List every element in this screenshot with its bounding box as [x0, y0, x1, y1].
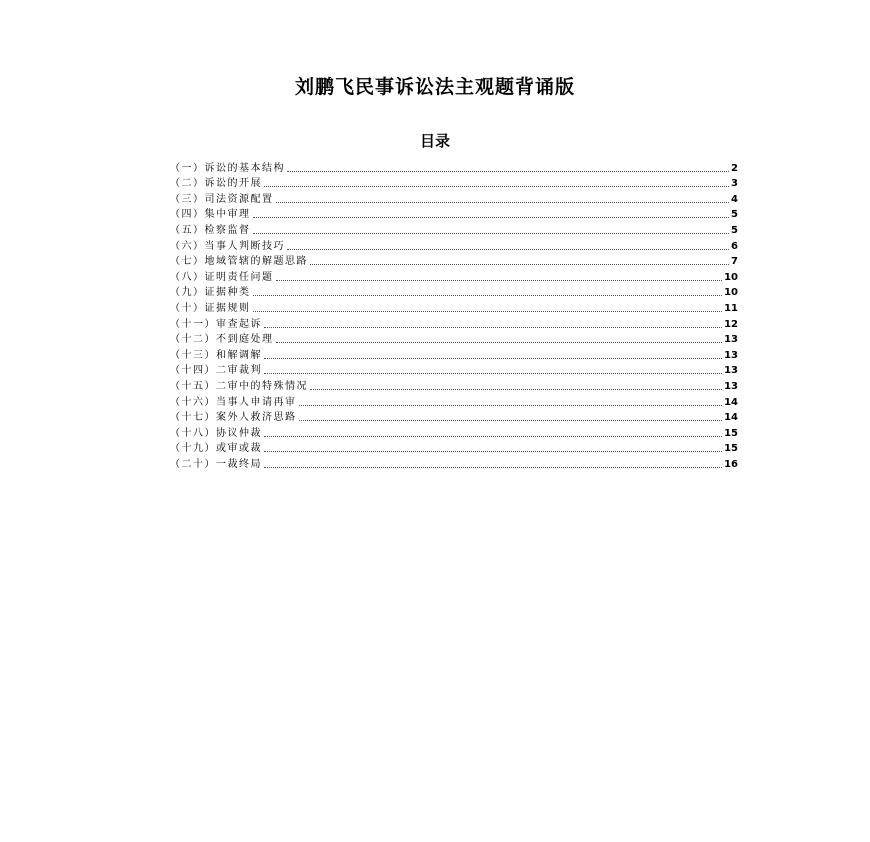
toc-entry-label: （十四）二审裁判: [170, 365, 262, 377]
toc-entry[interactable]: [170, 190, 738, 206]
toc-entry[interactable]: [170, 284, 738, 300]
toc-entry[interactable]: [170, 315, 738, 331]
toc-entry-page-number: 14: [724, 412, 738, 424]
toc-entry-page-number: 13: [724, 365, 738, 377]
toc-entry-label: （三）司法资源配置: [170, 193, 274, 205]
toc-entry[interactable]: [170, 362, 738, 378]
toc-dot-leader: [264, 186, 729, 187]
toc-dot-leader: [253, 233, 730, 234]
toc-entry-page-number: 16: [724, 458, 738, 470]
toc-entry[interactable]: [170, 299, 738, 315]
toc-entry-label: （十七）案外人救济思路: [170, 412, 297, 424]
toc-entry-page-number: 5: [731, 224, 738, 236]
toc-dot-leader: [276, 280, 723, 281]
toc-entry-label: （五）检察监督: [170, 224, 251, 236]
toc-entry[interactable]: [170, 221, 738, 237]
toc-dot-leader: [264, 358, 722, 359]
toc-entry-page-number: 15: [724, 427, 738, 439]
toc-dot-leader: [299, 420, 723, 421]
toc-entry-label: （六）当事人判断技巧: [170, 240, 285, 252]
toc-entry-label: （二十）一裁终局: [170, 458, 262, 470]
toc-entry-page-number: 7: [731, 256, 738, 268]
toc-dot-leader: [264, 467, 722, 468]
toc-dot-leader: [253, 295, 723, 296]
toc-dot-leader: [310, 264, 729, 265]
toc-entry-label: （八）证明责任问题: [170, 271, 274, 283]
toc-entry-page-number: 2: [731, 162, 738, 174]
toc-entry-page-number: 3: [731, 178, 738, 190]
toc-heading: 目录: [419, 132, 450, 150]
toc-entry[interactable]: [170, 175, 738, 191]
toc-entry[interactable]: [170, 159, 738, 175]
toc-entry-page-number: 4: [731, 193, 738, 205]
toc-entry-label: （十一）审查起诉: [170, 318, 262, 330]
toc-entry-label: （十九）或审或裁: [170, 443, 262, 455]
toc-entry[interactable]: [170, 268, 738, 284]
toc-entry-page-number: 12: [724, 318, 738, 330]
toc-dot-leader: [299, 405, 723, 406]
toc-entry[interactable]: [170, 331, 738, 347]
toc-entry[interactable]: [170, 424, 738, 440]
toc-entry[interactable]: [170, 393, 738, 409]
toc-entry-label: （一）诉讼的基本结构: [170, 162, 285, 174]
toc-dot-leader: [253, 217, 730, 218]
toc-entry[interactable]: [170, 346, 738, 362]
toc-entry[interactable]: [170, 455, 738, 471]
toc-entry-label: （九）证据种类: [170, 287, 251, 299]
toc-entry-page-number: 15: [724, 443, 738, 455]
toc-entry-label: （七）地域管辖的解题思路: [170, 256, 308, 268]
toc-entry-page-number: 14: [724, 396, 738, 408]
toc-entry[interactable]: [170, 253, 738, 269]
toc-dot-leader: [253, 311, 723, 312]
toc-dot-leader: [276, 202, 730, 203]
toc-entry[interactable]: [170, 237, 738, 253]
toc-entry-label: （十五）二审中的特殊情况: [170, 380, 308, 392]
toc-entry[interactable]: [170, 206, 738, 222]
toc-dot-leader: [310, 389, 722, 390]
toc-entry-label: （二）诉讼的开展: [170, 178, 262, 190]
toc-entry-label: （十八）协议仲裁: [170, 427, 262, 439]
toc-entry-page-number: 13: [724, 334, 738, 346]
toc-dot-leader: [264, 451, 722, 452]
toc-dot-leader: [264, 373, 722, 374]
table-of-contents: [170, 159, 738, 471]
toc-entry-label: （十六）当事人申请再审: [170, 396, 297, 408]
toc-dot-leader: [264, 436, 722, 437]
toc-entry-page-number: 11: [724, 302, 738, 314]
toc-entry-page-number: 10: [724, 271, 738, 283]
toc-entry-label: （四）集中审理: [170, 209, 251, 221]
toc-dot-leader: [287, 249, 729, 250]
document-title: 刘鹏飞民事诉讼法主观题背诵版: [294, 76, 575, 98]
toc-entry[interactable]: [170, 409, 738, 425]
toc-dot-leader: [264, 327, 722, 328]
toc-entry-page-number: 10: [724, 287, 738, 299]
toc-entry-page-number: 13: [724, 380, 738, 392]
toc-entry[interactable]: [170, 377, 738, 393]
toc-entry-page-number: 6: [731, 240, 738, 252]
toc-entry-page-number: 5: [731, 209, 738, 221]
toc-entry-label: （十三）和解调解: [170, 349, 262, 361]
toc-entry-label: （十二）不到庭处理: [170, 334, 274, 346]
toc-dot-leader: [276, 342, 723, 343]
toc-entry-label: （十）证据规则: [170, 302, 251, 314]
toc-dot-leader: [287, 171, 729, 172]
toc-entry[interactable]: [170, 440, 738, 456]
toc-entry-page-number: 13: [724, 349, 738, 361]
